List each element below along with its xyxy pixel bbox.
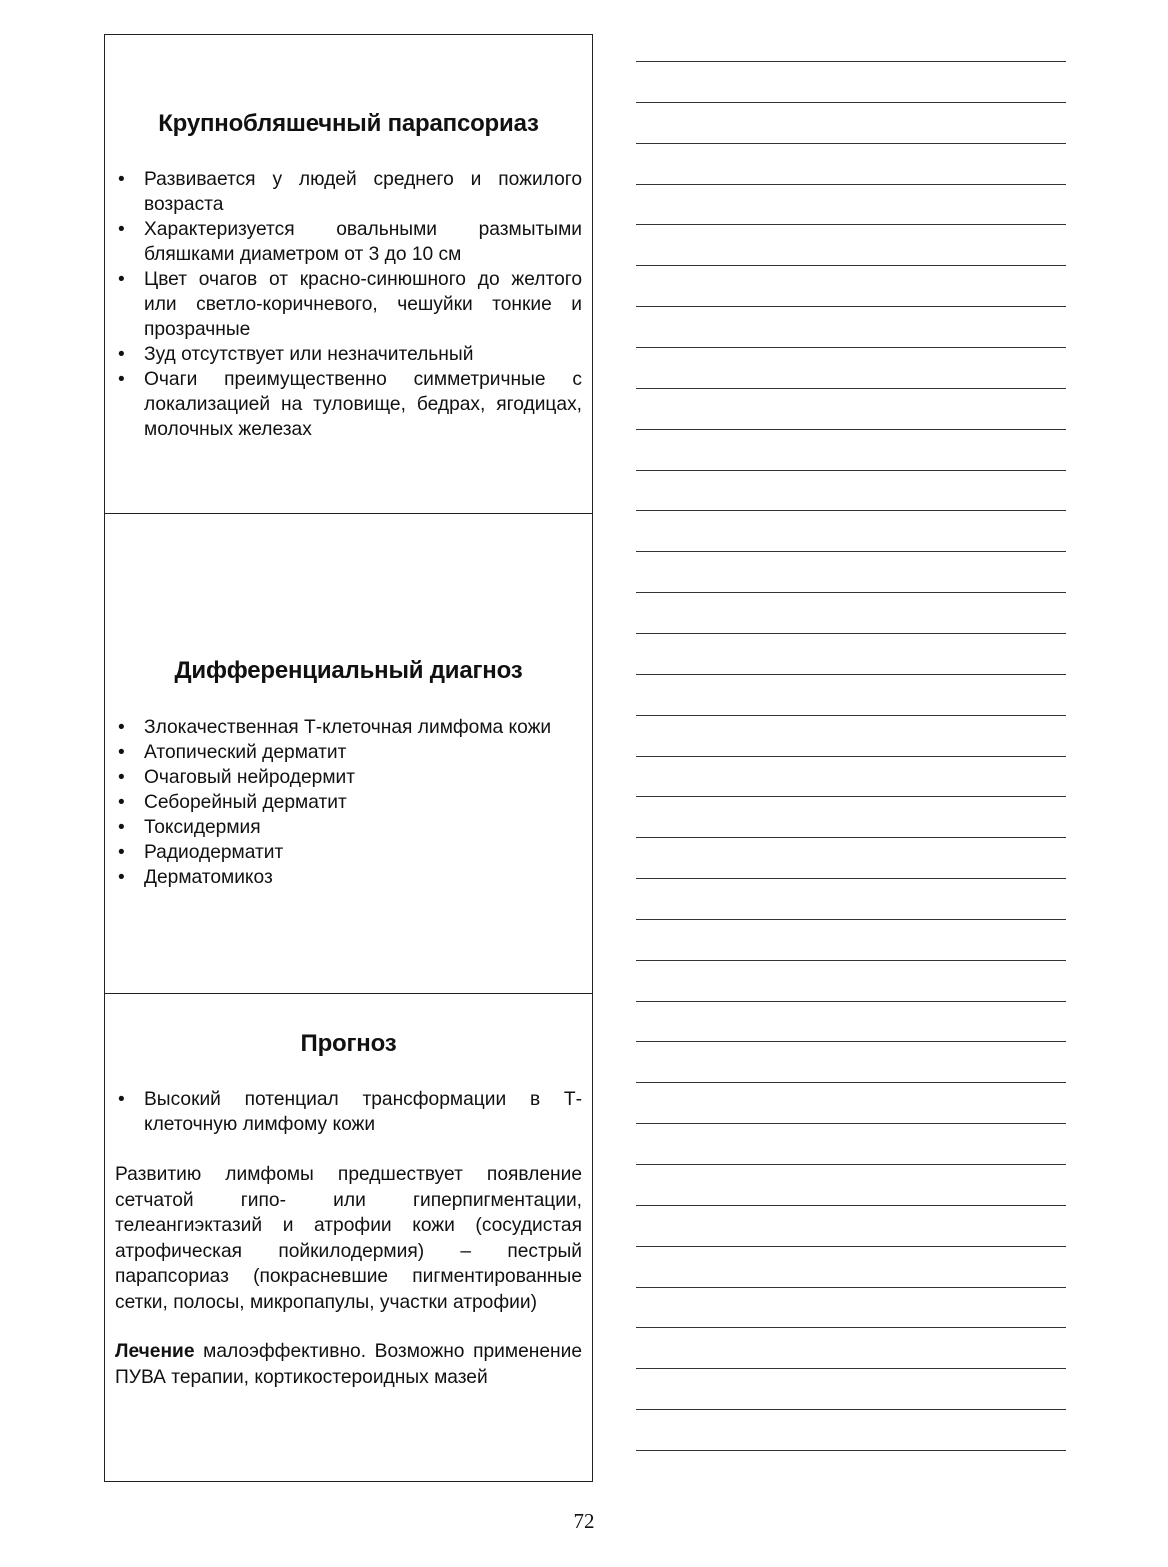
bullet-icon: • (118, 344, 125, 365)
ruled-line (636, 143, 1066, 144)
bullet-list (115, 715, 582, 890)
ruled-line (636, 184, 1066, 185)
ruled-line (636, 1368, 1066, 1369)
section-large-plaque-parapsoriasis (105, 35, 592, 514)
ruled-line (636, 1246, 1066, 1247)
list-item: • Дерматомикоз (118, 867, 273, 888)
ruled-line (636, 510, 1066, 511)
list-item: • Очаги преимущественно симметричные с локализацией на туловище, бедрах, ягодицах, молочных железах (118, 369, 582, 440)
ruled-line (636, 224, 1066, 225)
ruled-line (636, 1409, 1066, 1410)
treatment-paragraph (115, 1339, 582, 1390)
page-number: 72 (573, 1509, 595, 1533)
list-item: • Радиодерматит (118, 842, 284, 863)
ruled-line (636, 1123, 1066, 1124)
ruled-line (636, 265, 1066, 266)
bullet-icon: • (118, 842, 125, 863)
ruled-line (636, 1287, 1066, 1288)
ruled-line (636, 102, 1066, 103)
treatment-text: малоэффективно. Возможно применение ПУВА терапии, кортикостероидных мазей (115, 1341, 582, 1388)
list-item: • Цвет очагов от красно-синюшного до желтого или светло-коричневого, чешуйки тонкие и прозрачные (118, 269, 582, 340)
bullet-icon: • (118, 792, 125, 813)
ruled-line (636, 633, 1066, 634)
content-box (104, 34, 593, 1482)
ruled-line (636, 306, 1066, 307)
list-item: • Себорейный дерматит (118, 792, 347, 813)
ruled-line (636, 347, 1066, 348)
ruled-line (636, 1041, 1066, 1042)
ruled-line (636, 796, 1066, 797)
section-title: Дифференциальный диагноз (174, 657, 523, 684)
ruled-line (636, 960, 1066, 961)
ruled-line (636, 388, 1066, 389)
ruled-line (636, 756, 1066, 757)
bullet-icon: • (118, 369, 125, 390)
list-item: • Злокачественная Т-клеточная лимфома кожи (118, 717, 552, 738)
ruled-line (636, 674, 1066, 675)
bullet-icon: • (118, 219, 125, 240)
ruled-line (636, 61, 1066, 62)
section-title: Прогноз (300, 1030, 397, 1057)
ruled-line (636, 919, 1066, 920)
bullet-icon: • (118, 717, 125, 738)
bullet-list (115, 167, 582, 442)
notes-ruled-lines (636, 0, 1066, 1480)
ruled-line (636, 1164, 1066, 1165)
list-item: • Характеризуется овальными размытыми бляшками диаметром от 3 до 10 см (118, 219, 582, 265)
list-item: • Атопический дерматит (118, 742, 347, 763)
section-title: Крупнобляшечный парапсориаз (158, 110, 539, 137)
bullet-icon: • (118, 867, 125, 888)
ruled-line (636, 1001, 1066, 1002)
list-item: • Очаговый нейродермит (118, 767, 356, 788)
ruled-line (636, 1205, 1066, 1206)
bullet-icon: • (118, 269, 125, 290)
prognosis-paragraph: Развитию лимфомы предшествует появление сетчатой гипо- или гиперпигментации, телеангиэктазий и атрофии кожи (сосудистая атрофическая пойкилодермия) – пестрый парапсориаз (покрасневшие пигментированные сетки, полосы, микропапулы, участки атрофии) (115, 1164, 582, 1313)
ruled-line (636, 470, 1066, 471)
ruled-line (636, 837, 1066, 838)
ruled-line (636, 1450, 1066, 1451)
ruled-line (636, 715, 1066, 716)
bullet-icon: • (118, 767, 125, 788)
bullet-icon: • (118, 169, 125, 190)
ruled-line (636, 592, 1066, 593)
ruled-line (636, 878, 1066, 879)
ruled-line (636, 551, 1066, 552)
treatment-label: Лечение (115, 1341, 195, 1362)
bullet-list (115, 1087, 582, 1137)
section-prognosis (105, 994, 592, 1482)
ruled-line (636, 1327, 1066, 1328)
bullet-icon: • (118, 817, 125, 838)
section-differential-diagnosis (105, 514, 592, 994)
bullet-icon: • (118, 742, 125, 763)
list-item: • Развивается у людей среднего и пожилого возраста (118, 169, 582, 215)
list-item: • Высокий потенциал трансформации в Т-клеточную лимфому кожи (118, 1089, 582, 1135)
ruled-line (636, 429, 1066, 430)
list-item: • Зуд отсутствует или незначительный (118, 344, 474, 365)
bullet-icon: • (118, 1089, 125, 1110)
list-item: • Токсидермия (118, 817, 261, 838)
ruled-line (636, 1082, 1066, 1083)
